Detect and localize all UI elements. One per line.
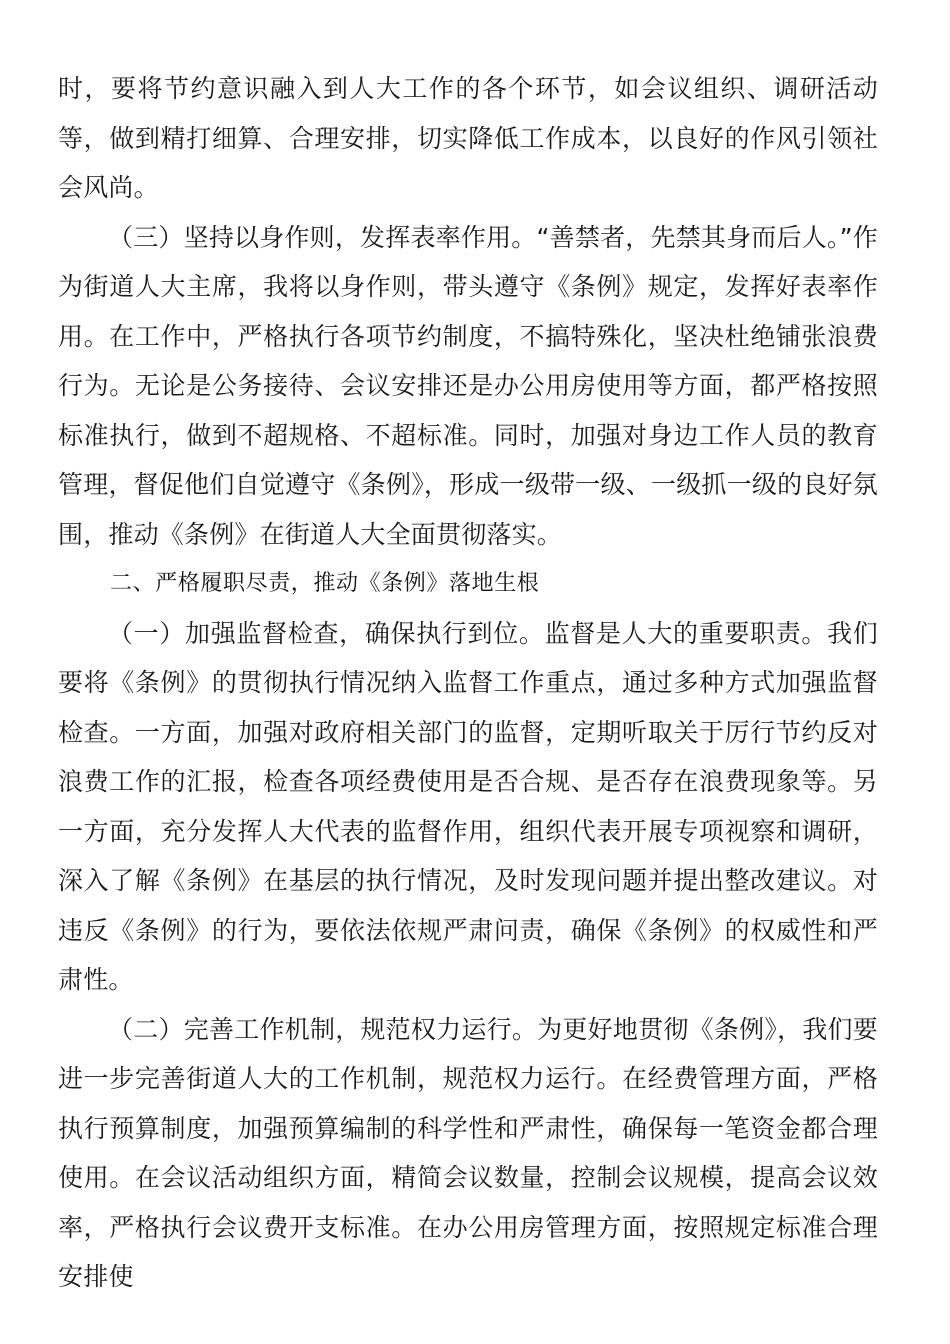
paragraph-continuation: 时，要将节约意识融入到人大工作的各个环节，如会议组织、调研活动等，做到精打细算、合理安排，切实降低工作成本，以良好的作风引领社会风尚。 <box>58 74 878 202</box>
paragraph-work-mechanism: （二）完善工作机制，规范权力运行。为更好地贯彻《条例》，我们要进一步完善街道人大的工作机制，规范权力运行。在经费管理方面，严格执行预算制度，加强预算编制的科学性和严肃性，确保每一笔资金都合理使用。在会议活动组织方面，精简会议数量，控制会议规模，提高会议效率，严格执行会议费开支标准。在办公用房管理方面，按照规定标准合理安排使 <box>58 1014 878 1291</box>
paragraph-supervision: （一）加强监督检查，确保执行到位。监督是人大的重要职责。我们要将《条例》的贯彻执行情况纳入监督工作重点，通过多种方式加强监督检查。一方面，加强对政府相关部门的监督，定期听取关于厉行节约反对浪费工作的汇报，检查各项经费使用是否合规、是否存在浪费现象等。另一方面，充分发挥人大代表的监督作用，组织代表开展专项视察和调研，深入了解《条例》在基层的执行情况，及时发现问题并提出整改建议。对违反《条例》的行为，要依法依规严肃问责，确保《条例》的权威性和严肃性。 <box>58 618 878 994</box>
paragraph-lead-by-example: （三）坚持以身作则，发挥表率作用。“善禁者，先禁其身而后人。”作为街道人大主席，我将以身作则，带头遵守《条例》规定，发挥好表率作用。在工作中，严格执行各项节约制度，不搞特殊化，坚决杜绝铺张浪费行为。无论是公务接待、会议安排还是办公用房使用等方面，都严格按照标准执行，做到不超规格、不超标准。同时，加强对身边工作人员的教育管理，督促他们自觉遵守《条例》，形成一级带一级、一级抓一级的良好氛围，推动《条例》在街道人大全面贯彻落实。 <box>58 222 878 549</box>
section-heading-two: 二、严格履职尽责，推动《条例》落地生根 <box>110 571 540 596</box>
document-body <box>58 64 878 1302</box>
